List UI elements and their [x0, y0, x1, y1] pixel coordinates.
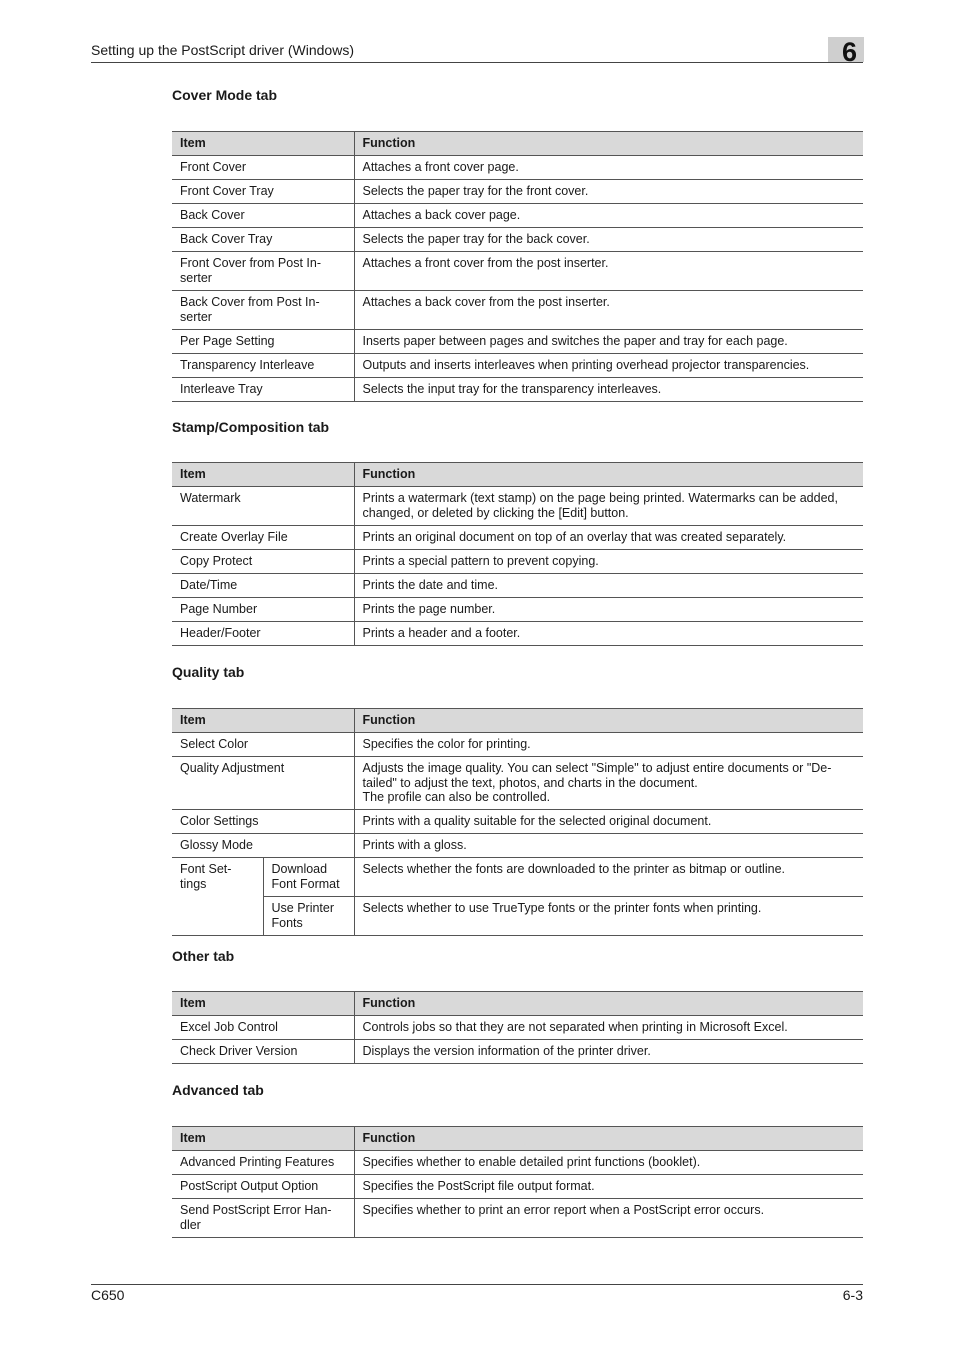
function-cell: Selects whether the fonts are downloaded to the printer as bitmap or outline. [354, 858, 863, 897]
function-cell: Prints a header and a footer. [354, 622, 863, 646]
function-cell: Attaches a back cover page. [354, 204, 863, 228]
item-cell: Date/Time [172, 574, 354, 598]
item-cell: Send PostScript Error Han- dler [172, 1199, 354, 1238]
function-cell: Prints the page number. [354, 598, 863, 622]
table-row [172, 598, 863, 622]
column-header-item: Item [172, 463, 354, 487]
column-header-function: Function [354, 463, 863, 487]
function-cell: Selects the paper tray for the front cover. [354, 180, 863, 204]
item-cell: Back Cover Tray [172, 228, 354, 252]
function-cell: Prints a watermark (text stamp) on the page being printed. Watermarks can be added, changed, or deleted by clicking the [Edit] button. [354, 487, 863, 526]
table-header-row [172, 1127, 863, 1151]
table-row [172, 228, 863, 252]
table-header-row [172, 992, 863, 1016]
table-header-row [172, 709, 863, 733]
item-cell: Select Color [172, 733, 354, 757]
function-cell: Displays the version information of the printer driver. [354, 1040, 863, 1064]
item-cell: Excel Job Control [172, 1016, 354, 1040]
advanced-table [172, 1126, 863, 1238]
section-title-quality: Quality tab [172, 664, 245, 680]
section-title-advanced: Advanced tab [172, 1082, 264, 1098]
table-row [172, 487, 863, 526]
function-cell: Specifies whether to enable detailed print functions (booklet). [354, 1151, 863, 1175]
function-cell: Selects the input tray for the transparency interleaves. [354, 378, 863, 402]
table-row [172, 378, 863, 402]
item-cell: Transparency Interleave [172, 354, 354, 378]
cover-mode-table [172, 131, 863, 402]
function-cell: Specifies the color for printing. [354, 733, 863, 757]
table-row [172, 1199, 863, 1238]
function-cell: Prints with a quality suitable for the selected original document. [354, 810, 863, 834]
item-cell: Interleave Tray [172, 378, 354, 402]
chapter-number: 6 [842, 37, 858, 67]
sub-item-cell: Download Font Format [263, 858, 354, 897]
other-table [172, 991, 863, 1064]
function-cell: Selects whether to use TrueType fonts or the printer fonts when printing. [354, 897, 863, 936]
item-cell: Copy Protect [172, 550, 354, 574]
function-cell: Outputs and inserts interleaves when printing overhead projector transparencies. [354, 354, 863, 378]
item-cell: Front Cover Tray [172, 180, 354, 204]
function-cell: Specifies the PostScript file output format. [354, 1175, 863, 1199]
table-row [172, 834, 863, 858]
item-cell: Back Cover [172, 204, 354, 228]
stamp-composition-table [172, 462, 863, 646]
section-title-other: Other tab [172, 948, 235, 964]
table-row [172, 204, 863, 228]
column-header-item: Item [172, 1127, 354, 1151]
table-row [172, 1040, 863, 1064]
section-title-cover-mode: Cover Mode tab [172, 87, 278, 103]
item-cell: Front Cover from Post In- serter [172, 252, 354, 291]
item-cell: Advanced Printing Features [172, 1151, 354, 1175]
footer-rule [91, 1284, 863, 1285]
table-row [172, 1151, 863, 1175]
item-cell: Front Cover [172, 156, 354, 180]
table-row [172, 330, 863, 354]
column-header-function: Function [354, 1127, 863, 1151]
column-header-function: Function [354, 132, 863, 156]
function-cell: Prints the date and time. [354, 574, 863, 598]
table-row [172, 810, 863, 834]
item-cell: Per Page Setting [172, 330, 354, 354]
function-cell: Adjusts the image quality. You can select "Simple" to adjust entire documents or "De- tailed" to adjust the text, photos, and charts in the document. The profile can also be controlled. [354, 757, 863, 810]
function-cell: Attaches a front cover from the post inserter. [354, 252, 863, 291]
item-cell: Back Cover from Post In- serter [172, 291, 354, 330]
group-label-cell: Font Set- tings [172, 858, 263, 936]
table-row [172, 622, 863, 646]
item-cell: Page Number [172, 598, 354, 622]
function-cell: Controls jobs so that they are not separated when printing in Microsoft Excel. [354, 1016, 863, 1040]
column-header-item: Item [172, 709, 354, 733]
table-row [172, 252, 863, 291]
item-cell: Color Settings [172, 810, 354, 834]
table-header-row [172, 463, 863, 487]
function-cell: Specifies whether to print an error report when a PostScript error occurs. [354, 1199, 863, 1238]
column-header-item: Item [172, 132, 354, 156]
header-rule [91, 62, 863, 63]
column-header-function: Function [354, 709, 863, 733]
function-cell: Inserts paper between pages and switches the paper and tray for each page. [354, 330, 863, 354]
table-header-row [172, 132, 863, 156]
table-row [172, 757, 863, 810]
footer-model: C650 [91, 1287, 125, 1303]
function-cell: Selects the paper tray for the back cover. [354, 228, 863, 252]
table-row [172, 354, 863, 378]
sub-item-cell: Use Printer Fonts [263, 897, 354, 936]
table-row [172, 180, 863, 204]
item-cell: Glossy Mode [172, 834, 354, 858]
table-row [172, 897, 863, 936]
table-row [172, 574, 863, 598]
function-cell: Prints a special pattern to prevent copying. [354, 550, 863, 574]
function-cell: Attaches a front cover page. [354, 156, 863, 180]
item-cell: Watermark [172, 487, 354, 526]
table-row [172, 526, 863, 550]
column-header-item: Item [172, 992, 354, 1016]
running-head: Setting up the PostScript driver (Windows) [91, 42, 354, 58]
item-cell: PostScript Output Option [172, 1175, 354, 1199]
column-header-function: Function [354, 992, 863, 1016]
item-cell: Quality Adjustment [172, 757, 354, 810]
item-cell: Header/Footer [172, 622, 354, 646]
section-title-stamp-composition: Stamp/Composition tab [172, 419, 330, 435]
function-cell: Prints an original document on top of an overlay that was created separately. [354, 526, 863, 550]
table-row [172, 733, 863, 757]
table-row [172, 858, 863, 897]
function-cell: Attaches a back cover from the post inserter. [354, 291, 863, 330]
table-row [172, 291, 863, 330]
table-row [172, 1175, 863, 1199]
table-row [172, 1016, 863, 1040]
quality-table [172, 708, 863, 936]
item-cell: Create Overlay File [172, 526, 354, 550]
function-cell: Prints with a gloss. [354, 834, 863, 858]
table-row [172, 156, 863, 180]
table-row [172, 550, 863, 574]
footer-page-number: 6-3 [842, 1287, 863, 1303]
item-cell: Check Driver Version [172, 1040, 354, 1064]
